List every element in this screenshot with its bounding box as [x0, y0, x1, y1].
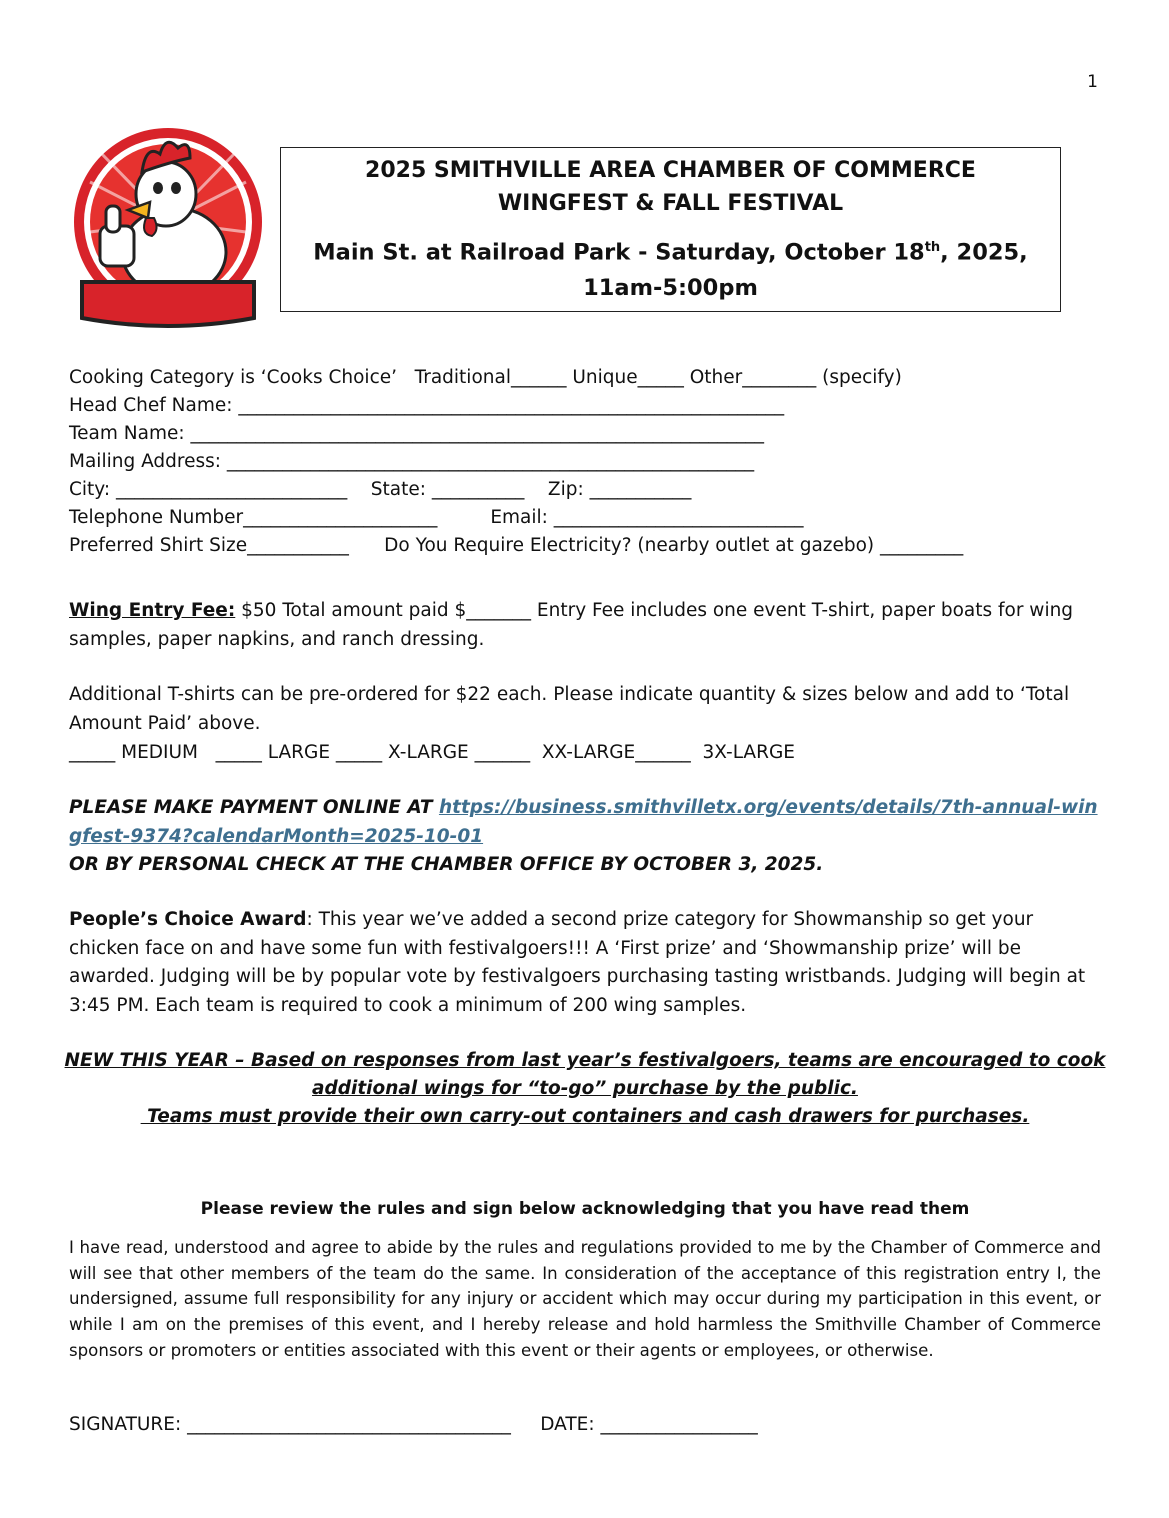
payment-lead: PLEASE MAKE PAYMENT ONLINE AT [69, 797, 439, 818]
entry-fee-paragraph [69, 597, 1104, 654]
tshirt-sizes-line[interactable]: _____ MEDIUM _____ LARGE _____ X-LARGE ______ XX-LARGE______ 3X-LARGE [69, 742, 795, 763]
event-header-box [280, 147, 1061, 312]
header-line3-pre: Main St. at Railroad Park - Saturday, October 18 [313, 239, 925, 266]
entry-fee-text: $50 Total amount paid $_______ Entry Fee includes one event T-shirt, paper boats for wing samples, paper napkins, and ranch dressing. [69, 600, 1074, 650]
new-this-year-line1: NEW THIS YEAR – Based on responses from last year’s festivalgoers, teams are encouraged to cook [64, 1050, 1106, 1071]
header-date-location [291, 230, 1050, 306]
header-line3-sup: th [924, 240, 941, 255]
header-title-line1: 2025 SMITHVILLE AREA CHAMBER OF COMMERCE [365, 158, 976, 183]
new-this-year-line2: additional wings for “to-go” purchase by the public. [312, 1078, 858, 1099]
payment-tail: OR BY PERSONAL CHECK AT THE CHAMBER OFFICE BY OCTOBER 3, 2025. [69, 854, 824, 875]
header-line3-post: , 2025, 11am-5:00pm [583, 239, 1028, 301]
peoples-choice-paragraph [69, 906, 1104, 1020]
payment-paragraph [69, 794, 1104, 880]
cooking-category-line[interactable]: Cooking Category is ‘Cooks Choice’ Traditional______ Unique_____ Other________ (specify) [69, 367, 902, 388]
tshirt-paragraph: Additional T-shirts can be pre-ordered for $22 each. Please indicate quantity & sizes below and add to ‘Total Amount Paid’ above. [69, 684, 1070, 734]
peoples-choice-text: : This year we’ve added a second prize category for Showmanship so get your chicken face on and have some fun with festivalgoers!!! A ‘First prize’ and ‘Showmanship prize’ will be awarded. Judging will be by popular vote by festivalgoers purchasing tasting wristbands. Judging will begin at 3:45 PM. Each team is required to cook a minimum of 200 wing samples. [69, 909, 1086, 1016]
shirt-electricity-fields[interactable]: Preferred Shirt Size___________ Do You Require Electricity? (nearby outlet at gazebo) _________ [69, 535, 964, 556]
rooster-chef-logo [70, 122, 266, 334]
city-state-zip-fields[interactable]: City: _________________________ State: __________ Zip: ___________ [69, 479, 692, 500]
head-chef-field[interactable]: Head Chef Name: ___________________________________________________________ [69, 395, 785, 416]
entry-fee-label: Wing Entry Fee: [69, 600, 236, 621]
new-this-year-line3: Teams must provide their own carry-out containers and cash drawers for purchases. [140, 1106, 1030, 1127]
team-name-field[interactable]: Team Name: ______________________________________________________________ [69, 423, 764, 444]
header-title-line2: WINGFEST & FALL FESTIVAL [497, 191, 844, 216]
rules-release-text: I have read, understood and agree to abide by the rules and regulations provided to me by the Chamber of Commerce and will see that other members of the team do the same. In consideration of the acceptance of this registration entry I, the undersigned, assume full responsibility for any injury or accident which may occur during my participation in this event, or while I am on the premises of this event, and I hereby release and hold harmless the Smithville Chamber of Commerce sponsors or promoters or entities associated with this event or their agents or employees, or otherwise. [69, 1238, 1101, 1360]
peoples-choice-label: People’s Choice Award [69, 909, 307, 930]
mailing-address-field[interactable]: Mailing Address: _________________________________________________________ [69, 451, 755, 472]
signature-date-line[interactable]: SIGNATURE: ___________________________________ DATE: _________________ [69, 1414, 758, 1435]
phone-email-fields[interactable]: Telephone Number_____________________ Email: ___________________________ [69, 507, 804, 528]
rules-heading: Please review the rules and sign below acknowledging that you have read them [200, 1199, 970, 1219]
payment-link[interactable]: https://business.smithvilletx.org/events/details/7th-annual-wingfest-9374?calendarMonth=2025-10-01 [69, 797, 1098, 847]
page-number: 1 [1087, 72, 1098, 92]
